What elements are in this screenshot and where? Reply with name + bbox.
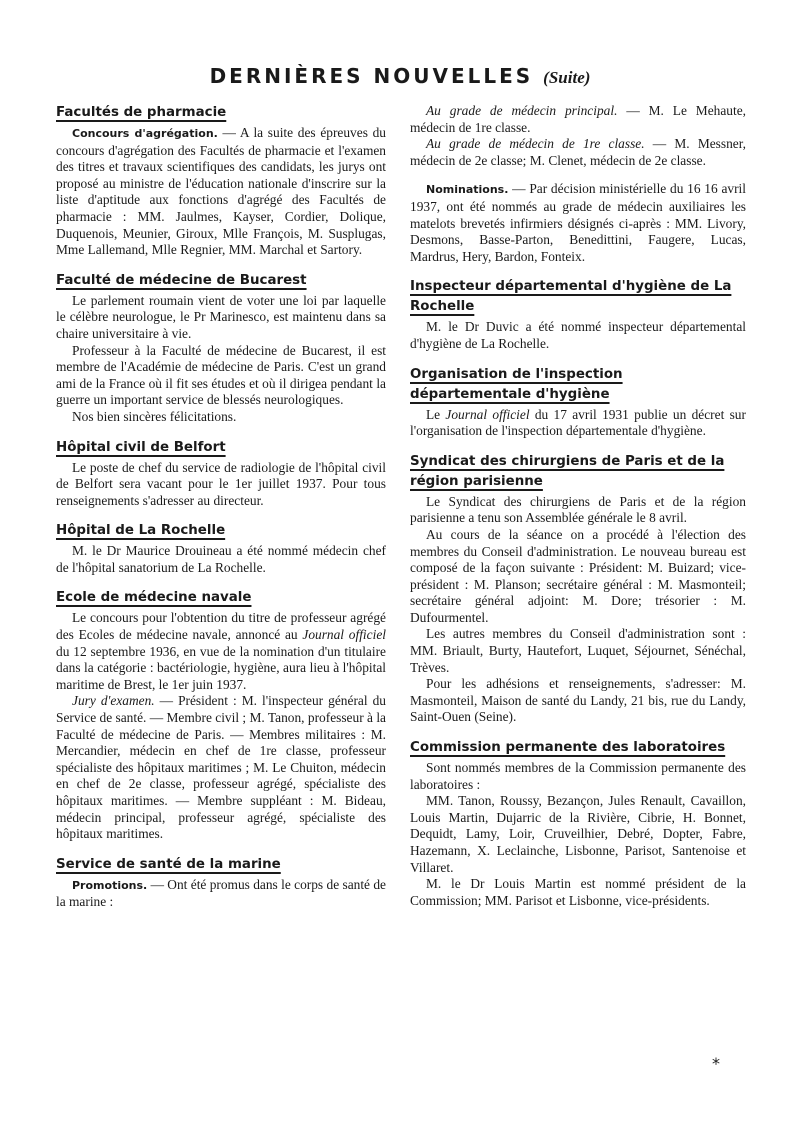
paragraph xyxy=(56,877,386,911)
section-heading: Organisation de l'inspection départementale d'hygiène xyxy=(410,366,623,402)
paragraph: MM. Tanon, Roussy, Bezançon, Jules Renault, Cavaillon, Louis Martin, Dujarric de la Rivière, Cibrie, H. Bonnet, Dequidt, Lamy, Loir, Cruveilhier, Debré, Dopter, Fabre, Hazemann, X. Leclainche, Lisbonne, Parisot, Santenoise et Villaret. xyxy=(410,793,746,875)
section-inspecteur xyxy=(410,277,746,352)
paragraph-text: Le xyxy=(426,406,446,422)
paragraph: Les autres membres du Conseil d'administration sont : MM. Briault, Burty, Hautefort, Luquet, Séjournet, Sénéchal, Trèves. xyxy=(410,626,746,675)
page-title-suffix: (Suite) xyxy=(543,68,591,87)
paragraph: M. le Dr Duvic a été nommé inspecteur départemental d'hygiène de La Rochelle. xyxy=(410,319,746,351)
paragraph: Le parlement roumain vient de voter une loi par laquelle le célèbre neurologue, le Pr Marinesco, est maintenu dans sa chaire universitaire à vie. xyxy=(56,292,386,341)
section-heading: Facultés de pharmacie xyxy=(56,105,227,120)
paragraph: Nos bien sincères félicitations. xyxy=(72,408,237,424)
section-bucarest xyxy=(56,271,386,426)
paragraph-text: — Par décision ministérielle du 16 16 avril 1937, ont été nommés au grade de médecin auxiliaires les matelots brevetés infirmiers désignés ci-après : MM. Livory, Desmons, Basse-Parton, Benedittini, Faugere, Lucas, Mardrus, Hery, Bardon, Fonteix. xyxy=(410,181,746,264)
paragraph-text: du 12 septembre 1936, en vue de la nomination d'un titulaire dans la catégorie : bactériologie, hygiène, aura lieu à l'hôpital maritime de Brest, le 1er juin 1937. xyxy=(56,643,386,692)
paragraph-text: Le concours pour l'obtention du titre de professeur agrégé des Ecoles de médecine navale, annoncé au xyxy=(56,610,386,643)
paragraph: Au cours de la séance on a procédé à l'élection des membres du Conseil d'administration. Le nouveau bureau est composé de la façon suivante : Président: M. Buizard; vice-président : M. Planson; secrétaire général : M. Masmonteil; secrétaire général adjoint: M. Dore; trésorier : M. Dufourmentel. xyxy=(410,526,746,625)
section-pharmacie xyxy=(56,103,386,259)
paragraph xyxy=(410,181,746,265)
section-heading: Inspecteur départemental d'hygiène de La Rochelle xyxy=(410,279,732,315)
run-in-label: Promotions. xyxy=(72,878,148,892)
page-title xyxy=(0,64,800,88)
run-in-label: Nominations. xyxy=(426,183,509,197)
run-in-label: Au grade de médecin de 1re classe. xyxy=(426,136,645,152)
run-in-label: Au grade de médecin principal. xyxy=(426,103,618,118)
paragraph: Professeur à la Faculté de médecine de Bucarest, il est membre de l'Académie de médecine de Paris. C'est un grand ami de la France où il fit ses études et où il dirigea pendant la guerre un important service de blessés neurologiques. xyxy=(56,342,386,408)
paragraph: Sont nommés membres de la Commission permanente des laboratoires : xyxy=(410,760,746,792)
section-heading: Commission permanente des laboratoires xyxy=(410,740,726,756)
paragraph xyxy=(56,125,386,259)
paragraph: M. le Dr Louis Martin est nommé président de la Commission; MM. Parisot et Lisbonne, vice-présidents. xyxy=(410,876,746,908)
paragraph xyxy=(410,103,746,136)
paragraph-text: — A la suite des épreuves du concours d'agrégation des Facultés de pharmacie et l'examen des titres et travaux scientifiques des candidats, les jurys ont proposé au ministre de l'éducation nationale d'inscrire sur la liste d'aptitude aux fonctions d'agrégé des Facultés de pharmacie : MM. Jaulmes, Kayser, Cordier, Dolique, Duquenois, Meunier, Giroux, Mlle François, M. Susplugas, Mme Lallemand, Mlle Regnier, MM. Marchal et Sartory. xyxy=(56,125,386,258)
section-heading: Service de santé de la marine xyxy=(56,856,281,872)
section-belfort xyxy=(56,438,386,510)
section-marine xyxy=(56,855,386,911)
paragraph-text: du 17 avril 1931 publie un décret sur l'organisation de l'inspection départementale d'hygiène. xyxy=(410,406,746,439)
paragraph: Pour les adhésions et renseignements, s'adresser: M. Masmonteil, Maison de santé du Landy, 21 bis, rue du Landy, Saint-Ouen (Seine). xyxy=(410,676,746,725)
section-heading: Hôpital civil de Belfort xyxy=(56,439,226,455)
paragraph-text: — Ont été promus dans le corps de santé de la marine : xyxy=(56,876,386,910)
paragraph-text: — M. Le Mehaute, médecin de 1re classe. xyxy=(410,103,746,135)
section-organisation xyxy=(410,365,746,440)
page-title-text: DERNIÈRES NOUVELLES xyxy=(209,64,534,88)
section-heading: Ecole de médecine navale xyxy=(56,590,252,606)
run-in-label: Concours d'agrégation. xyxy=(72,127,218,140)
section-nominations xyxy=(410,181,746,265)
run-in-label: Jury d'examen. xyxy=(72,693,155,709)
section-commission xyxy=(410,738,746,909)
paragraph xyxy=(410,407,746,440)
paragraph-text: — M. Messner, médecin de 2e classe; M. Clenet, médecin de 2e classe. xyxy=(410,136,746,168)
right-column xyxy=(410,103,746,921)
paragraph xyxy=(56,693,386,842)
paragraph: M. le Dr Maurice Drouineau a été nommé médecin chef de l'hôpital sanatorium de La Rochelle. xyxy=(56,543,386,575)
section-heading: Faculté de médecine de Bucarest xyxy=(56,272,307,288)
journal-title: Journal officiel xyxy=(302,627,386,643)
paragraph: Le poste de chef du service de radiologie de l'hôpital civil de Belfort sera vacant pour le 1er juillet 1937. Pour tous renseignements s'adresser au directeur. xyxy=(56,459,386,508)
paragraph-text: — Président : M. l'inspecteur général du Service de santé. — Membre civil ; M. Tanon, professeur à la Faculté de médecine de Paris. — Membres militaires : M. Mercandier, médecin en chef de 1re classe, professeur spécialiste des hôpitaux maritimes ; M. Le Chuiton, médecin en chef de 2e classe, professeur agrégé, spécialiste des hôpitaux maritimes. — Membre suppléant : M. Bideau, médecin principal, professeur agrégé, spécialiste des hôpitaux maritimes. xyxy=(56,693,386,842)
section-grades xyxy=(410,103,746,169)
journal-title: Journal officiel xyxy=(445,406,530,422)
section-navale xyxy=(56,588,386,842)
section-syndicat xyxy=(410,452,746,726)
section-heading: Syndicat des chirurgiens de Paris et de la région parisienne xyxy=(410,453,725,489)
paragraph: Le Syndicat des chirurgiens de Paris et de la région parisienne a tenu son Assemblée générale le 8 avril. xyxy=(410,493,746,526)
section-heading: Hôpital de La Rochelle xyxy=(56,523,226,539)
footer-star-mark: * xyxy=(712,1054,720,1073)
section-larochelle xyxy=(56,521,386,576)
paragraph xyxy=(410,136,746,169)
paragraph xyxy=(56,610,386,693)
left-column xyxy=(56,103,386,923)
